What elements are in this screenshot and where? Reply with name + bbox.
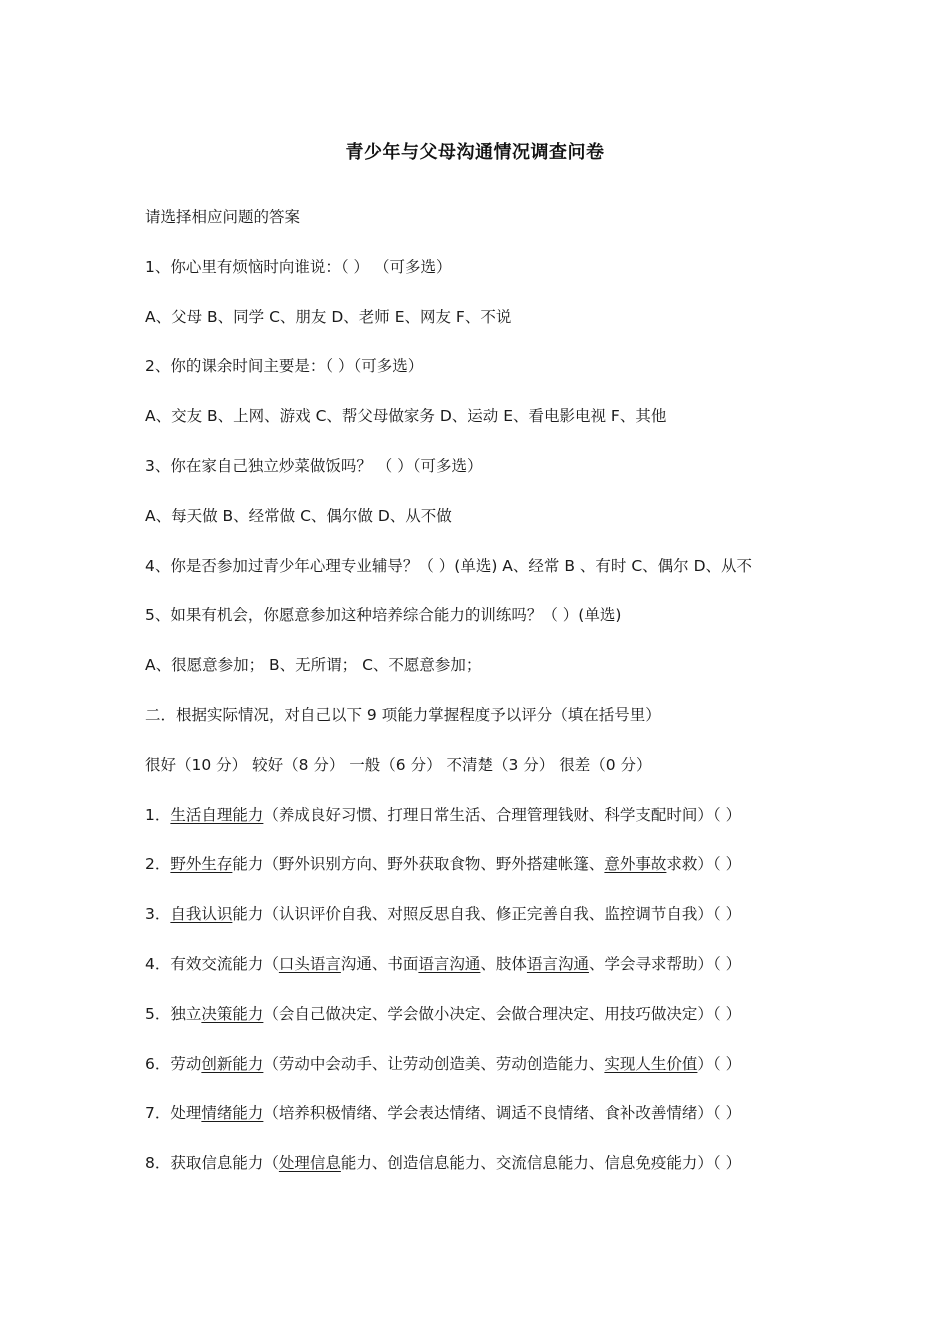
text-segment: 、肢体 [480,954,527,973]
text-segment: A、交友 B、上网、游戏 C、帮父母做家务 D、运动 E、看电影电视 F、其他 [145,407,667,426]
text-segment: （养成良好习惯、打理日常生活、合理管理钱财、科学支配时间）（ ） [263,805,742,824]
text-line [145,755,825,805]
text-segment: 2． [145,855,171,874]
text-segment: 2、你的课余时间主要是：（ ）（可多选） [145,357,424,376]
text-segment: 沟通、书面 [340,954,419,973]
underlined-term: 情绪能力 [201,1104,264,1123]
text-segment: （培养积极情绪、学会表达情绪、调适不良情绪、食补改善情绪）（ ） [263,1104,742,1123]
text-segment: 8．获取信息能力（ [145,1154,279,1173]
text-line [145,307,825,357]
text-segment: 1． [145,805,171,824]
underlined-term: 生活自理能力 [170,805,264,824]
text-segment: 5．独立 [145,1004,202,1023]
text-line [145,805,825,855]
text-segment: A、父母 B、同学 C、朋友 D、老师 E、网友 F、不说 [145,307,512,326]
text-line [145,705,825,755]
underlined-term: 意外事故 [604,855,667,874]
text-segment: 3． [145,905,171,924]
underlined-term: 处理信息 [278,1154,341,1173]
underlined-term: 语言沟通 [526,954,589,973]
text-segment: 6．劳动 [145,1054,202,1073]
text-line [145,406,825,456]
text-segment: 请选择相应问题的答案 [145,208,301,226]
text-segment: 很好（10 分） 较好（8 分） 一般（6 分） 不清楚（3 分） 很差（0 分） [145,755,652,774]
underlined-term: 实现人生价值 [604,1054,698,1073]
text-segment: ）（ ） [697,1054,742,1073]
text-segment: （劳动中会动手、让劳动创造美、劳动创造能力、 [263,1054,605,1073]
text-segment: 1、你心里有烦恼时向谁说：（ ） （可多选） [145,257,452,276]
text-line [145,506,825,556]
text-line [145,1103,825,1153]
text-line [145,904,825,954]
text-line [145,207,825,257]
text-line [145,605,825,655]
text-line [145,954,825,1004]
text-segment: 4、你是否参加过青少年心理专业辅导？（ ）(单选) A、经常 B 、有时 C、偶尔 D、从不 [145,556,753,575]
text-segment: 二．根据实际情况，对自己以下 9 项能力掌握程度予以评分（填在括号里） [145,705,661,724]
text-segment: 、学会寻求帮助）（ ） [588,954,742,973]
text-segment: （会自己做决定、学会做小决定、会做合理决定、用技巧做决定）（ ） [263,1004,742,1023]
text-segment: 3、你在家自己独立炒菜做饭吗？ （ ）（可多选） [145,456,483,475]
text-segment: 能力（野外识别方向、野外获取食物、野外搭建帐篷、 [232,855,605,874]
underlined-term: 创新能力 [201,1054,264,1073]
text-segment: 4．有效交流能力（ [145,954,279,973]
questionnaire-body [145,207,825,1203]
text-segment: A、很愿意参加； B、无所谓； C、不愿意参加； [145,656,482,675]
text-line [145,356,825,406]
text-line [145,854,825,904]
underlined-term: 野外生存 [170,855,233,874]
underlined-term: 口头语言 [278,954,341,973]
text-segment: A、每天做 B、经常做 C、偶尔做 D、从不做 [145,506,452,525]
underlined-term: 决策能力 [201,1004,264,1023]
text-line [145,556,825,606]
text-line [145,655,825,705]
text-line [145,257,825,307]
text-segment: 7．处理 [145,1104,202,1123]
underlined-term: 语言沟通 [418,954,481,973]
text-line [145,1004,825,1054]
document-title: 青少年与父母沟通情况调查问卷 [345,142,605,163]
text-line [145,456,825,506]
text-segment: 求救）（ ） [666,855,742,874]
text-line [145,1054,825,1104]
text-segment: 能力（认识评价自我、对照反思自我、修正完善自我、监控调节自我）（ ） [232,905,742,924]
text-line [145,1153,825,1203]
text-segment: 能力、创造信息能力、交流信息能力、信息免疫能力）（ ） [340,1154,742,1173]
underlined-term: 自我认识 [170,905,233,924]
text-segment: 5、如果有机会，你愿意参加这种培养综合能力的训练吗？（ ）(单选) [145,606,622,625]
